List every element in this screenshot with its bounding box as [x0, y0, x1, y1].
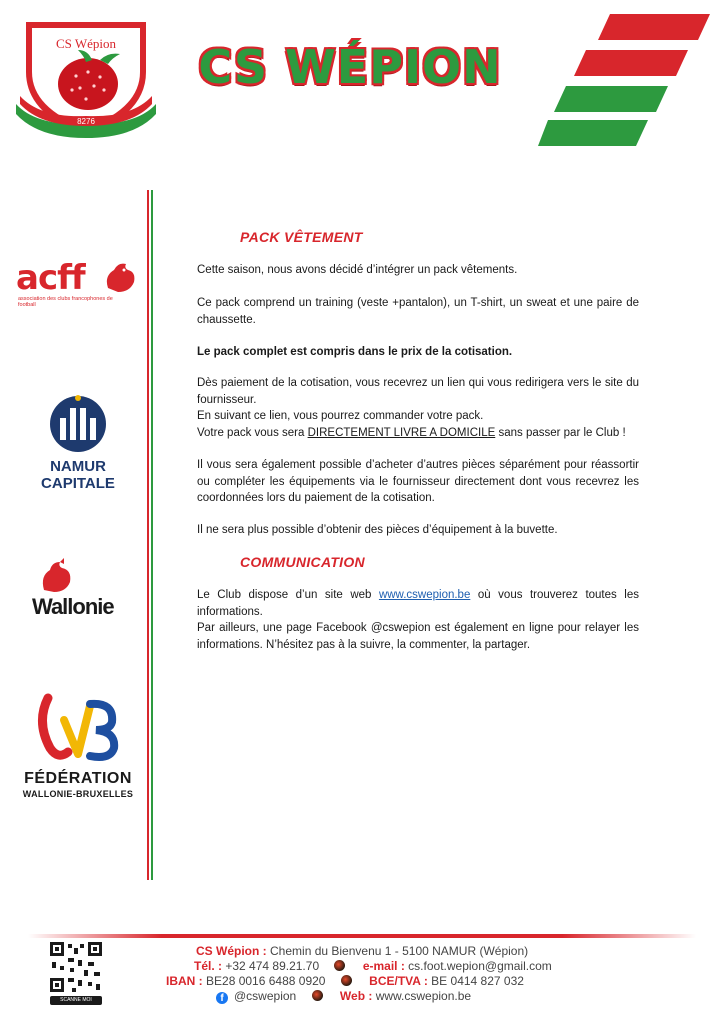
rooster-icon [100, 258, 140, 298]
wallonie-logo-text: Wallonie [32, 594, 114, 619]
strawberry-bullet-icon [312, 990, 323, 1001]
qr-code[interactable] [48, 940, 104, 994]
club-crest-logo [16, 14, 156, 140]
ordering-line-2: En suivant ce lien, vous pourrez commander votre pack. [197, 410, 484, 423]
club-title: CS WÉPION [198, 40, 502, 94]
footer-club-label: CS Wépion : [196, 944, 267, 958]
strawberry-bullet-icon [341, 975, 352, 986]
namur-castle-icon [46, 388, 110, 452]
acff-logo-word: acff [16, 258, 85, 298]
ordering-line-3: Votre pack vous sera DIRECTEMENT LIVRE A DOMICILE sans passer par le Club ! [197, 426, 626, 439]
facebook-line: Par ailleurs, une page Facebook @cswepion est également en ligne pour relayer les informations. N’hésitez pas à la suivre, la commenter, la partager. [197, 622, 639, 651]
paragraph-intro: Cette saison, nous avons décidé d’intégrer un pack vêtements. [197, 264, 518, 276]
paragraph-ordering [197, 375, 639, 441]
facebook-icon: f [216, 992, 228, 1004]
paragraph-extra-pieces: Il vous sera également possible d’acheter d’autres pièces séparément pour réassortir ou compléter les équipements via le fournisseur directement dont vous recevrez les coordonnées lors du paiement de la cotisation. [197, 459, 639, 505]
paragraph-pack-content: Ce pack comprend un training (veste +pantalon), un T-shirt, un sweat et une paire de chaussette. [197, 297, 639, 326]
qr-label: SCANNE MOI [50, 996, 102, 1005]
fwb-logo-icon [34, 692, 124, 764]
decorative-stripes [538, 12, 710, 148]
website-link[interactable]: www.cswepion.be [378, 589, 471, 601]
footer-social-line: f @cswepion Web : www.cswepion.be [216, 989, 471, 1004]
footer-divider [28, 934, 696, 938]
wallonie-rooster-icon [38, 556, 78, 596]
footer-bce: BE 0414 827 032 [431, 974, 524, 988]
footer-phone[interactable]: +32 474 89.21.70 [225, 959, 320, 973]
paragraph-communication [197, 587, 639, 653]
paragraph-buvette: Il ne sera plus possible d’obtenir des pièces d’équipement à la buvette. [197, 524, 558, 536]
footer-contact-line: Tél. : +32 474 89.21.70 e-mail : cs.foot.wepion@gmail.com [194, 959, 552, 973]
footer-address-line [196, 944, 528, 959]
fwb-subtitle: WALLONIE-BRUXELLES [22, 789, 134, 799]
crest-number: 8276 [77, 117, 95, 126]
strawberry-bullet-icon [334, 960, 345, 971]
footer-iban: BE28 0016 6488 0920 [206, 974, 326, 988]
paragraph-pack-included: Le pack complet est compris dans le prix de la cotisation. [197, 346, 513, 358]
footer-bank-line: IBAN : BE28 0016 6488 0920 BCE/TVA : BE 0414 827 032 [166, 974, 524, 988]
ordering-line-1: Dès paiement de la cotisation, vous recevrez un lien qui vous redirigera vers le site du fournisseur. [197, 377, 639, 406]
footer-web[interactable]: www.cswepion.be [375, 989, 472, 1003]
crest-top-text: CS Wépion [55, 36, 117, 51]
footer-facebook[interactable]: @cswepion [234, 989, 297, 1003]
footer-address: Chemin du Bienvenu 1 - 5100 NAMUR (Wépion) [270, 944, 529, 958]
home-delivery-emphasis: DIRECTEMENT LIVRE A DOMICILE [307, 426, 496, 439]
footer-email[interactable]: cs.foot.wepion@gmail.com [408, 959, 552, 973]
fwb-title: FÉDÉRATION [24, 770, 132, 787]
vertical-divider [147, 190, 153, 880]
namur-capitale-logo [30, 458, 126, 492]
namur-line1: NAMUR [50, 458, 106, 475]
communication-heading: COMMUNICATION [240, 554, 365, 570]
pack-heading: PACK VÊTEMENT [240, 229, 363, 245]
website-line: Le Club dispose d’un site web www.cswepion.be où vous trouverez toutes les informations. [197, 589, 639, 618]
namur-line2: CAPITALE [41, 475, 115, 492]
acff-subtitle: association des clubs francophones de football [18, 296, 113, 308]
